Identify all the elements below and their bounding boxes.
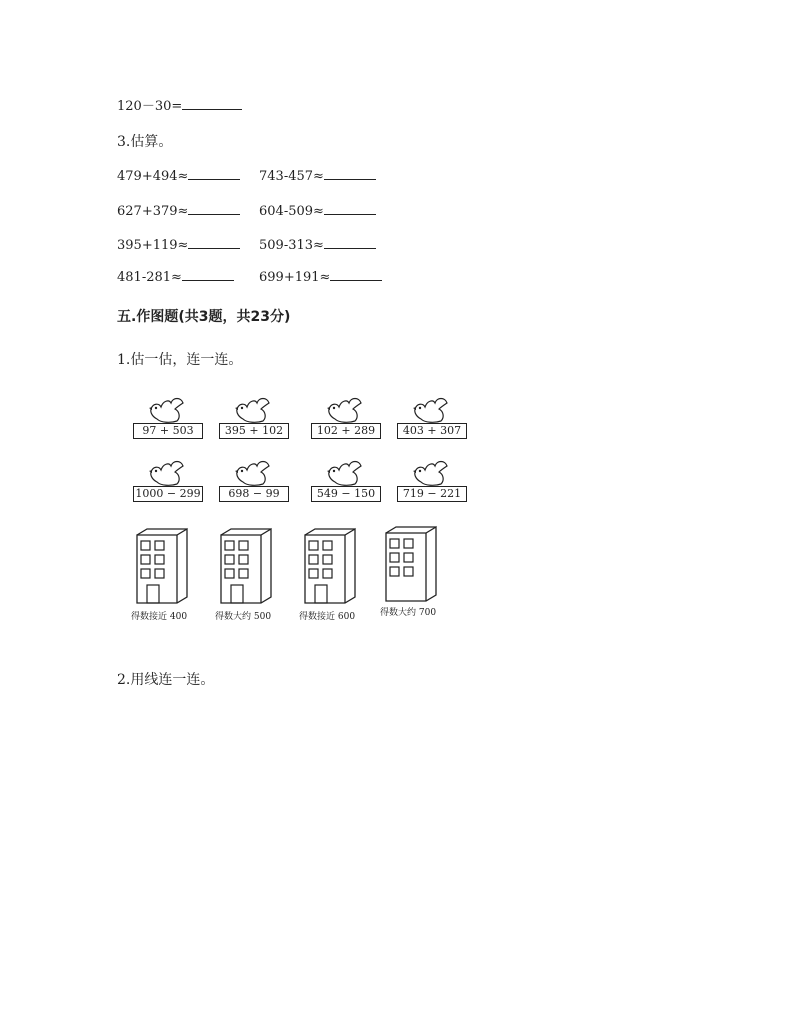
bird-card[interactable] <box>311 458 381 504</box>
estimate-expr: 699+191≈ <box>259 270 331 285</box>
building-icon <box>382 525 442 605</box>
estimate-row-3-left <box>117 236 240 253</box>
bird-expression: 403 + 307 <box>397 423 467 439</box>
bird-expression: 102 + 289 <box>311 423 381 439</box>
section-5-heading: 五.作图题(共3题，共23分) <box>117 309 291 325</box>
bird-expression: 1000 − 299 <box>133 486 203 502</box>
top-equation-line <box>117 95 242 114</box>
estimate-expr: 481-281≈ <box>117 270 182 285</box>
building-icon <box>217 527 277 607</box>
bird-card[interactable] <box>133 458 203 504</box>
estimate-expr: 479+494≈ <box>117 169 189 184</box>
bird-icon <box>411 395 453 425</box>
estimate-expr: 509-313≈ <box>259 238 324 253</box>
bird-card[interactable] <box>219 395 289 441</box>
answer-blank[interactable] <box>324 236 376 249</box>
building-card[interactable] <box>301 527 373 627</box>
bird-icon <box>233 395 275 425</box>
estimate-row-2-left <box>117 202 240 219</box>
estimate-row-4-left <box>117 268 234 285</box>
section-3-title: 3.估算。 <box>117 134 173 150</box>
bird-expression: 719 − 221 <box>397 486 467 502</box>
bird-icon <box>325 458 367 488</box>
bird-expression: 97 + 503 <box>133 423 203 439</box>
estimate-row-1-left <box>117 167 240 184</box>
bird-card[interactable] <box>397 458 467 504</box>
building-label: 得数接近 400 <box>131 612 188 622</box>
answer-blank[interactable] <box>188 236 240 249</box>
estimate-expr: 395+119≈ <box>117 238 189 253</box>
answer-blank[interactable] <box>324 202 376 215</box>
answer-blank[interactable] <box>188 167 240 180</box>
bird-card[interactable] <box>397 395 467 441</box>
bird-expression: 549 − 150 <box>311 486 381 502</box>
building-label: 得数大约 500 <box>215 612 272 622</box>
building-icon <box>301 527 361 607</box>
estimate-row-4-right <box>259 268 382 285</box>
building-label: 得数接近 600 <box>299 612 356 622</box>
bird-icon <box>233 458 275 488</box>
bird-card[interactable] <box>133 395 203 441</box>
estimate-row-3-right <box>259 236 376 253</box>
estimate-row-1-right <box>259 167 376 184</box>
building-card[interactable] <box>217 527 289 627</box>
top-equation: 120－30= <box>117 99 183 114</box>
answer-blank[interactable] <box>330 268 382 281</box>
bird-icon <box>147 458 189 488</box>
question-1-title: 1.估一估，连一连。 <box>117 352 243 368</box>
estimate-expr: 627+379≈ <box>117 204 189 219</box>
bird-card[interactable] <box>311 395 381 441</box>
building-card[interactable] <box>133 527 205 627</box>
estimate-expr: 604-509≈ <box>259 204 324 219</box>
building-icon <box>133 527 193 607</box>
answer-blank[interactable] <box>182 268 234 281</box>
bird-expression: 698 − 99 <box>219 486 289 502</box>
bird-expression: 395 + 102 <box>219 423 289 439</box>
building-card[interactable] <box>382 525 454 625</box>
answer-blank[interactable] <box>324 167 376 180</box>
answer-blank[interactable] <box>182 97 242 110</box>
bird-icon <box>411 458 453 488</box>
bird-card[interactable] <box>219 458 289 504</box>
answer-blank[interactable] <box>188 202 240 215</box>
building-label: 得数大约 700 <box>380 608 437 618</box>
estimate-row-2-right <box>259 202 376 219</box>
bird-icon <box>147 395 189 425</box>
estimate-expr: 743-457≈ <box>259 169 324 184</box>
question-2-title: 2.用线连一连。 <box>117 672 215 688</box>
bird-icon <box>325 395 367 425</box>
